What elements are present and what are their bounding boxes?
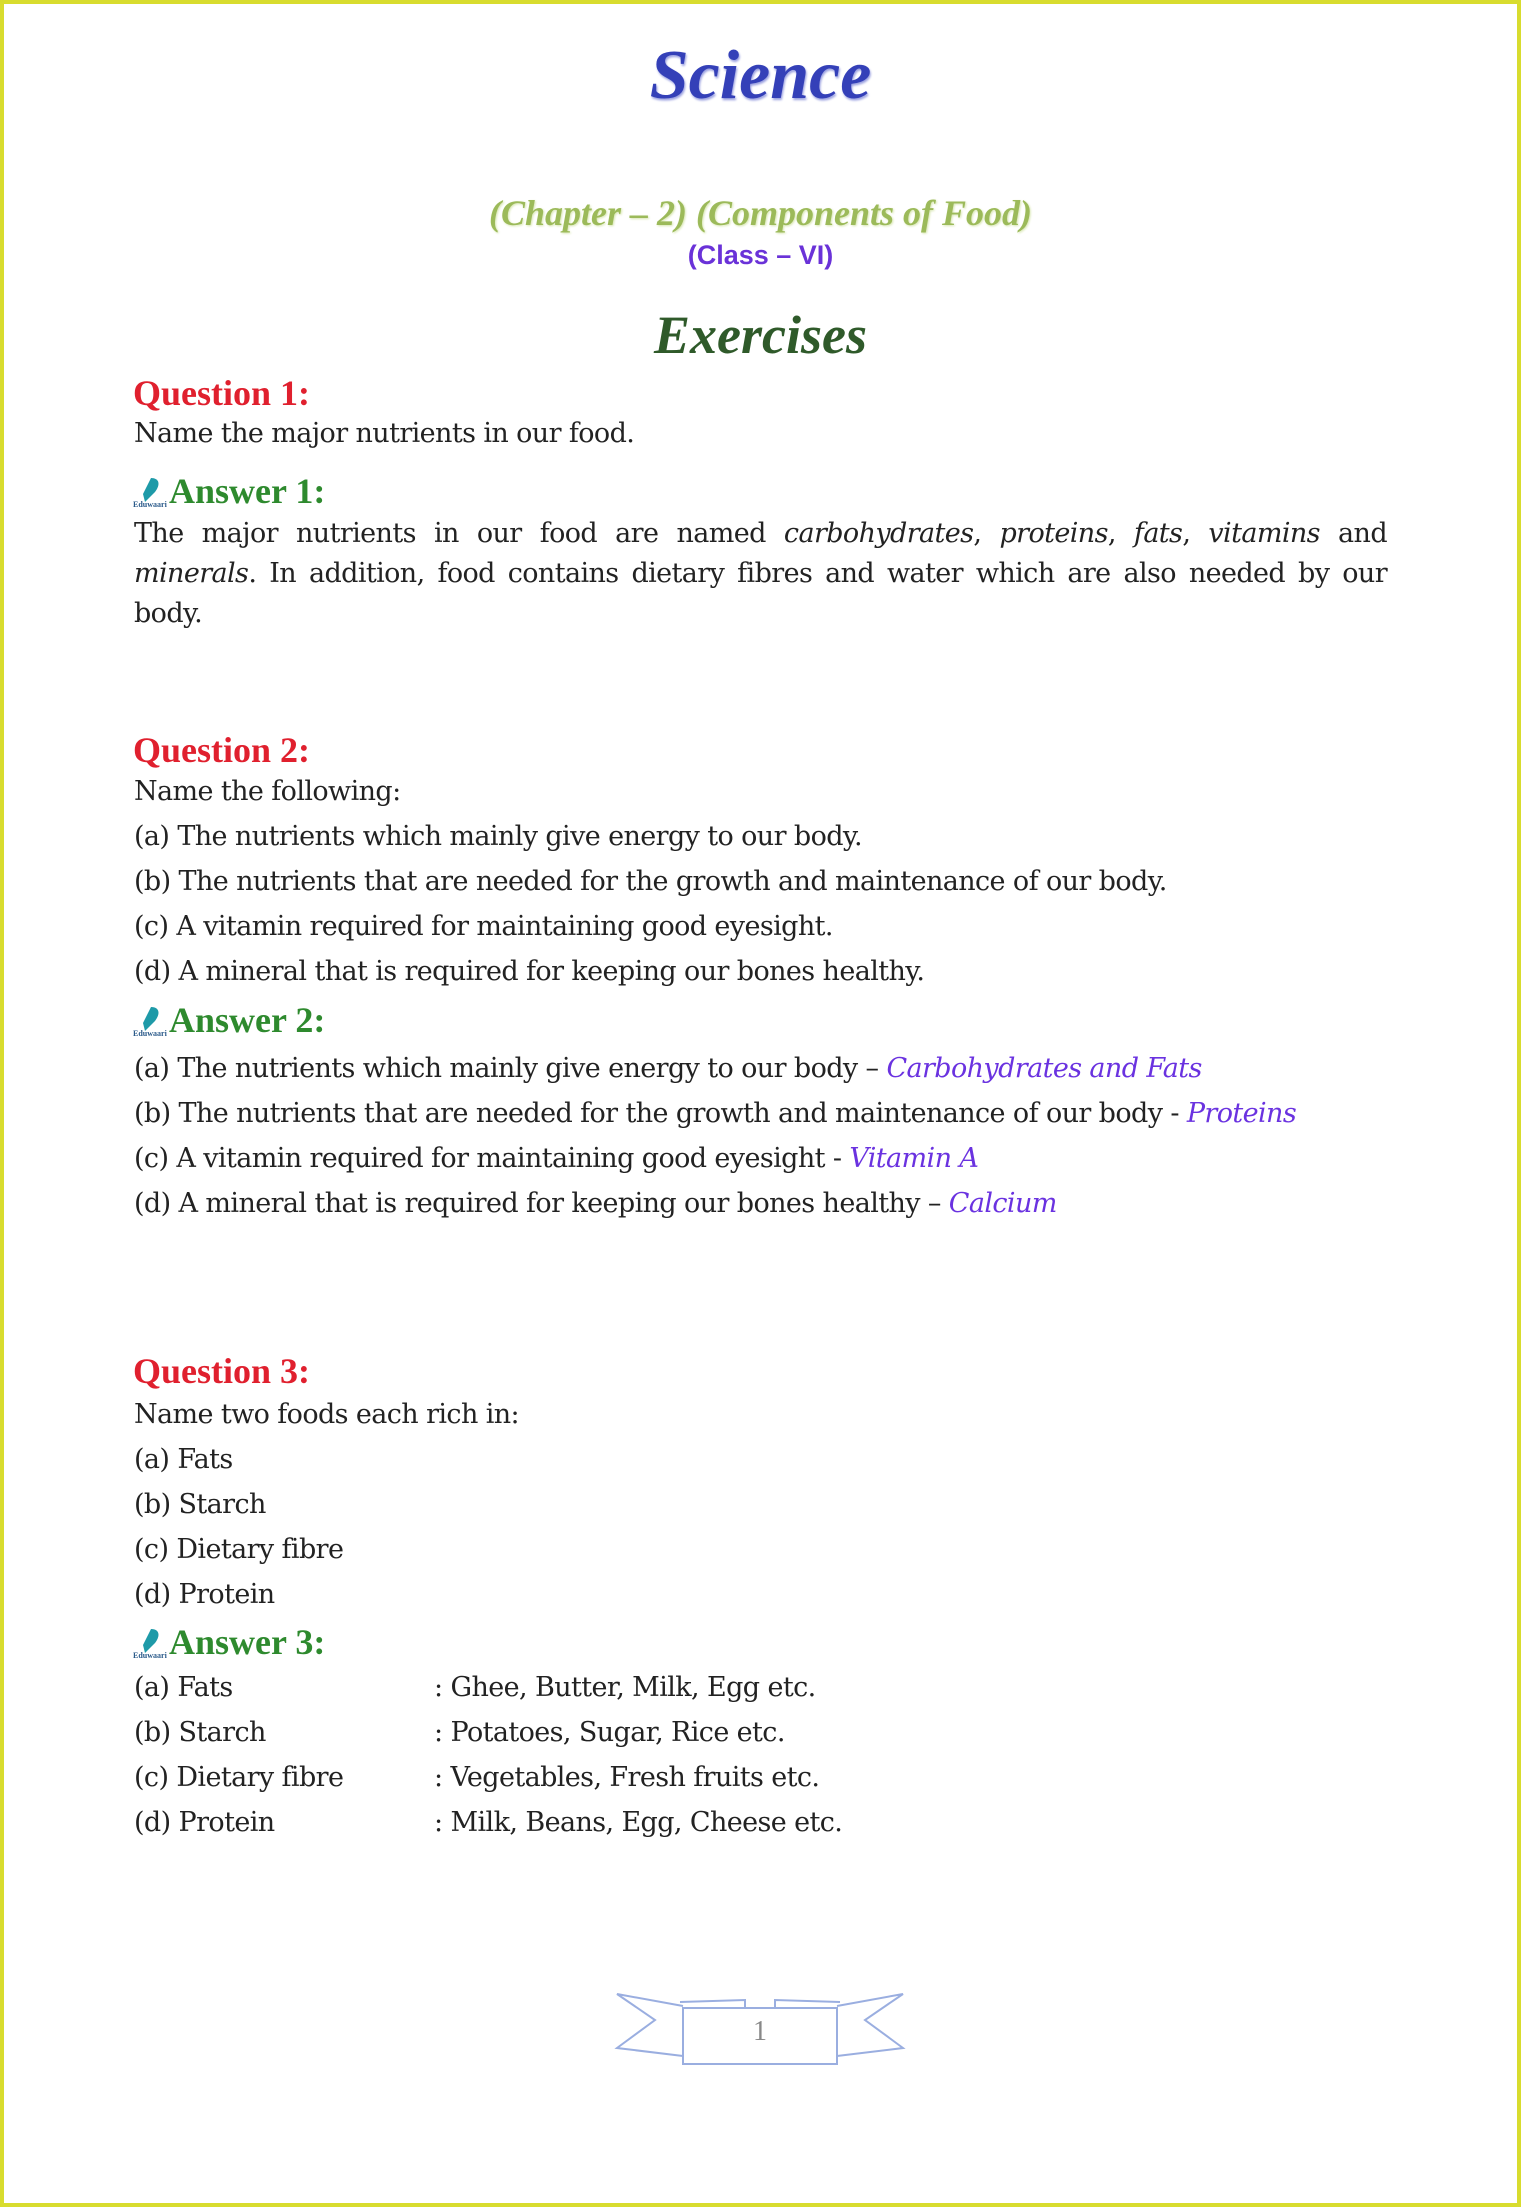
section-heading: Exercises <box>654 305 867 365</box>
question-1-heading: Question 1: <box>133 373 311 413</box>
question-1-text: Name the major nutrients in our food. <box>134 418 635 449</box>
class-label: (Class – VI) <box>687 240 834 270</box>
question-3-item: (b) Starch <box>134 1489 266 1520</box>
answer-3-row: (c) Dietary fibre : Vegetables, Fresh fruits etc. <box>134 1762 820 1793</box>
question-3-item: (a) Fats <box>134 1444 233 1475</box>
answer-2-heading: Eduwaari Answer 2: <box>133 1000 326 1040</box>
question-2-item: (b) The nutrients that are needed for the growth and maintenance of our body. <box>134 866 1167 897</box>
question-2-intro: Name the following: <box>134 776 401 807</box>
question-2-heading: Question 2: <box>133 730 311 770</box>
svg-text:Eduwaari: Eduwaari <box>133 1029 167 1038</box>
answer-3-row: (b) Starch : Potatoes, Sugar, Rice etc. <box>134 1717 785 1748</box>
question-3-item: (d) Protein <box>134 1579 275 1610</box>
pen-icon <box>133 1626 167 1660</box>
svg-text:Eduwaari: Eduwaari <box>133 1651 167 1660</box>
answer-1-heading: Eduwaari Answer 1: <box>133 471 326 511</box>
pen-icon <box>133 1004 167 1038</box>
answer-3-heading: Eduwaari Answer 3: <box>133 1622 326 1662</box>
answer-2-line: (c) A vitamin required for maintaining good eyesight - Vitamin A <box>134 1143 979 1174</box>
chapter-subtitle: (Chapter – 2) (Components of Food) <box>488 193 1033 233</box>
answer-2-line: (d) A mineral that is required for keeping our bones healthy – Calcium <box>134 1188 1057 1219</box>
page-number-ribbon <box>615 1990 905 2070</box>
page-title: Science <box>649 37 872 114</box>
question-2-item: (a) The nutrients which mainly give energy to our body. <box>134 821 862 852</box>
question-2-item: (c) A vitamin required for maintaining good eyesight. <box>134 911 833 942</box>
answer-3-row: (d) Protein : Milk, Beans, Egg, Cheese etc. <box>134 1807 843 1838</box>
question-3-item: (c) Dietary fibre <box>134 1534 344 1565</box>
page-number: 1 <box>753 2016 767 2047</box>
answer-1-text: The major nutrients in our food are named carbohydrates, proteins, fats, vitamins and minerals. In addition, food contains dietary fibres and water which are also needed by our body. <box>134 518 1388 629</box>
answer-2-line: (a) The nutrients which mainly give energy to our body – Carbohydrates and Fats <box>134 1053 1202 1084</box>
svg-text:Eduwaari: Eduwaari <box>133 500 167 509</box>
question-2-item: (d) A mineral that is required for keeping our bones healthy. <box>134 956 925 987</box>
question-3-intro: Name two foods each rich in: <box>134 1399 520 1430</box>
answer-3-row: (a) Fats : Ghee, Butter, Milk, Egg etc. <box>134 1672 816 1703</box>
answer-2-line: (b) The nutrients that are needed for the growth and maintenance of our body - Proteins <box>134 1098 1297 1129</box>
question-3-heading: Question 3: <box>133 1351 311 1391</box>
pen-icon <box>133 475 167 509</box>
